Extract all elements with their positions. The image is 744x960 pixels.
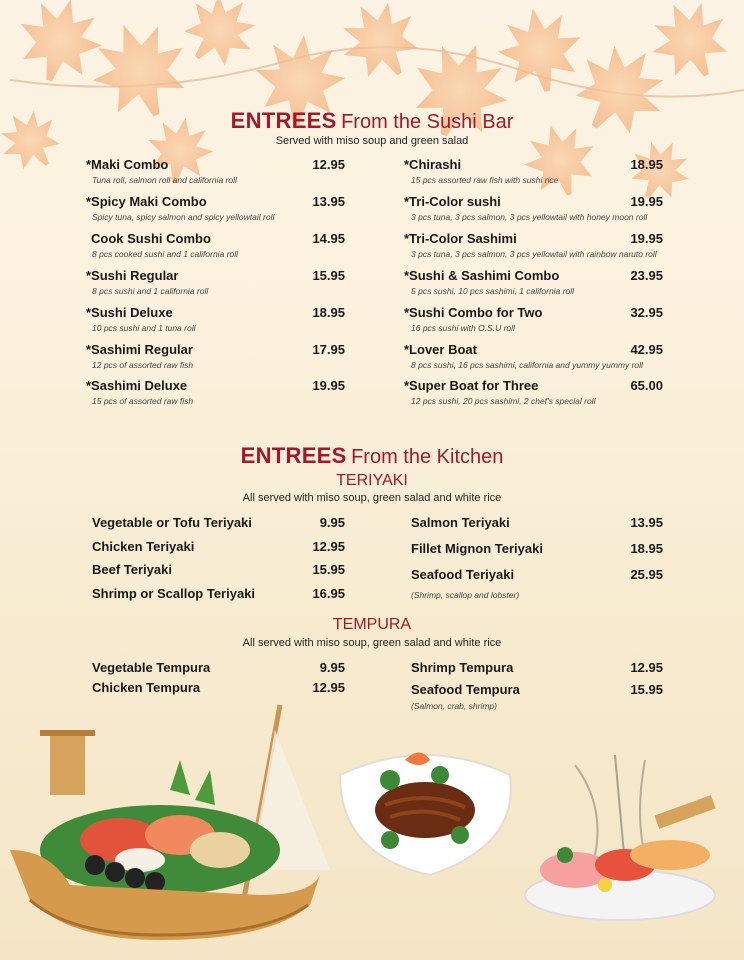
teriyaki-item: [92, 586, 255, 601]
item-name: Seafood Teriyaki: [411, 567, 515, 582]
item-desc: 15 pcs of assorted raw fish: [92, 396, 194, 406]
teriyaki-title: TERIYAKI: [336, 472, 408, 489]
sushi-item: [86, 378, 193, 406]
sushi-item: [86, 268, 208, 296]
item-desc: 5 pcs sushi, 10 pcs sashimi, 1 california roll: [411, 286, 574, 296]
item-price: 17.95: [312, 342, 345, 357]
item-name: Cook Sushi Combo: [91, 231, 211, 246]
tempura-item: [411, 660, 513, 675]
item-name: *Sushi & Sashimi Combo: [404, 268, 560, 283]
item-price: 18.95: [312, 305, 345, 320]
item-desc: 10 pcs sushi and 1 tuna roll: [92, 323, 196, 333]
item-price: 19.95: [630, 231, 663, 246]
teriyaki-item: [92, 539, 194, 554]
item-name: *Sashimi Regular: [86, 342, 193, 357]
kitchen-heading: [0, 443, 744, 469]
item-price: 12.95: [312, 157, 345, 172]
item-price: 18.95: [630, 541, 663, 556]
item-price: 25.95: [630, 567, 663, 582]
item-price: 14.95: [312, 231, 345, 246]
teriyaki-item: [92, 515, 252, 530]
item-desc: 8 pcs sushi and 1 california roll: [92, 286, 209, 296]
tempura-subtitle: All served with miso soup, green salad and white rice: [242, 637, 502, 649]
tempura-title: TEMPURA: [332, 616, 412, 633]
item-desc: 3 pcs tuna, 3 pcs salmon, 3 pcs yellowtail with honey moon roll: [411, 212, 648, 222]
item-price: 15.95: [312, 268, 345, 283]
item-name: Chicken Tempura: [92, 680, 201, 695]
teriyaki-item: [411, 567, 514, 582]
item-name: *Sushi Deluxe: [86, 305, 173, 320]
item-desc: Tuna roll, salmon roll and california roll: [92, 175, 237, 185]
sushi-boat-image: [10, 700, 330, 950]
sushi-bar-title-main: ENTREES: [230, 108, 337, 133]
item-price: 23.95: [630, 268, 663, 283]
sushi-item: [404, 268, 574, 296]
item-price: 19.95: [312, 378, 345, 393]
item-name: *Sashimi Deluxe: [86, 378, 188, 393]
item-name: *Tri-Color Sashimi: [404, 231, 517, 246]
item-desc: 12 pcs of assorted raw fish: [92, 360, 194, 370]
item-name: *Super Boat for Three: [404, 378, 539, 393]
item-desc: 8 pcs sushi, 16 pcs sashimi, california and yummy yummy roll: [411, 360, 643, 370]
sushi-bar-heading: [0, 108, 744, 134]
teriyaki-subtitle: All served with miso soup, green salad and white rice: [242, 492, 502, 504]
item-name: *Sushi Regular: [86, 268, 179, 283]
item-price: 9.95: [319, 660, 345, 675]
sushi-item: [404, 378, 595, 406]
item-desc: Spicy tuna, spicy salmon and spicy yellowtail roll: [92, 212, 275, 222]
item-name: *Sushi Combo for Two: [404, 305, 543, 320]
item-price: 19.95: [630, 194, 663, 209]
tempura-item: [411, 682, 520, 697]
seafood-teriyaki-note: (Shrimp, scallop and lobster): [411, 590, 520, 600]
item-price: 32.95: [630, 305, 663, 320]
item-name: *Chirashi: [404, 157, 462, 172]
item-desc: 8 pcs cooked sushi and 1 california roll: [92, 249, 238, 259]
item-desc: 3 pcs tuna, 3 pcs salmon, 3 pcs yellowtail with rainbow naruto roll: [411, 249, 657, 259]
item-price: 13.95: [312, 194, 345, 209]
item-name: *Tri-Color sushi: [404, 194, 501, 209]
item-name: Salmon Teriyaki: [411, 515, 510, 530]
sushi-item: [86, 157, 237, 185]
item-price: 12.95: [630, 660, 663, 675]
item-name: Seafood Tempura: [411, 682, 520, 697]
item-name: Vegetable Tempura: [92, 660, 211, 675]
sushi-item: [86, 342, 193, 370]
item-name: Shrimp Tempura: [411, 660, 514, 675]
kitchen-title-sub: From the Kitchen: [351, 446, 504, 468]
item-price: 65.00: [630, 378, 663, 393]
item-name: *Lover Boat: [404, 342, 477, 357]
sushi-item: [404, 157, 558, 185]
sushi-bar-title-sub: From the Sushi Bar: [341, 111, 514, 133]
item-price: 12.95: [312, 680, 345, 695]
teriyaki-item: [92, 562, 172, 577]
tempura-item: [92, 680, 200, 695]
item-name: *Maki Combo: [86, 157, 169, 172]
item-name: Fillet Mignon Teriyaki: [411, 541, 543, 556]
item-desc: 15 pcs assorted raw fish with sushi rice: [411, 175, 559, 185]
teriyaki-plate-image: [330, 735, 520, 885]
sushi-item: [91, 231, 238, 259]
item-desc: 16 pcs sushi with O.S.U roll: [411, 323, 515, 333]
tempura-item: [92, 660, 210, 675]
sushi-bar-subtitle: Served with miso soup and green salad: [275, 135, 469, 147]
item-price: 9.95: [319, 515, 345, 530]
sushi-item: [404, 305, 542, 333]
teriyaki-item: [411, 515, 510, 530]
item-price: 12.95: [312, 539, 345, 554]
seafood-tempura-note: (Salmon, crab, shrimp): [411, 701, 497, 711]
teriyaki-item: [411, 541, 543, 556]
sushi-item: [86, 305, 195, 333]
sushi-platter-image: [505, 745, 730, 925]
sushi-item: [86, 194, 274, 222]
item-name: Chicken Teriyaki: [92, 539, 195, 554]
item-price: 15.95: [312, 562, 345, 577]
item-name: Beef Teriyaki: [92, 562, 172, 577]
item-name: *Spicy Maki Combo: [86, 194, 207, 209]
item-price: 13.95: [630, 515, 663, 530]
item-name: Shrimp or Scallop Teriyaki: [92, 586, 256, 601]
item-name: Vegetable or Tofu Teriyaki: [92, 515, 252, 530]
kitchen-title-main: ENTREES: [240, 443, 347, 468]
item-price: 18.95: [630, 157, 663, 172]
item-desc: 12 pcs sushi, 20 pcs sashimi, 2 chef's special roll: [411, 396, 596, 406]
item-price: 15.95: [630, 682, 663, 697]
item-price: 42.95: [630, 342, 663, 357]
item-price: 16.95: [312, 586, 345, 601]
